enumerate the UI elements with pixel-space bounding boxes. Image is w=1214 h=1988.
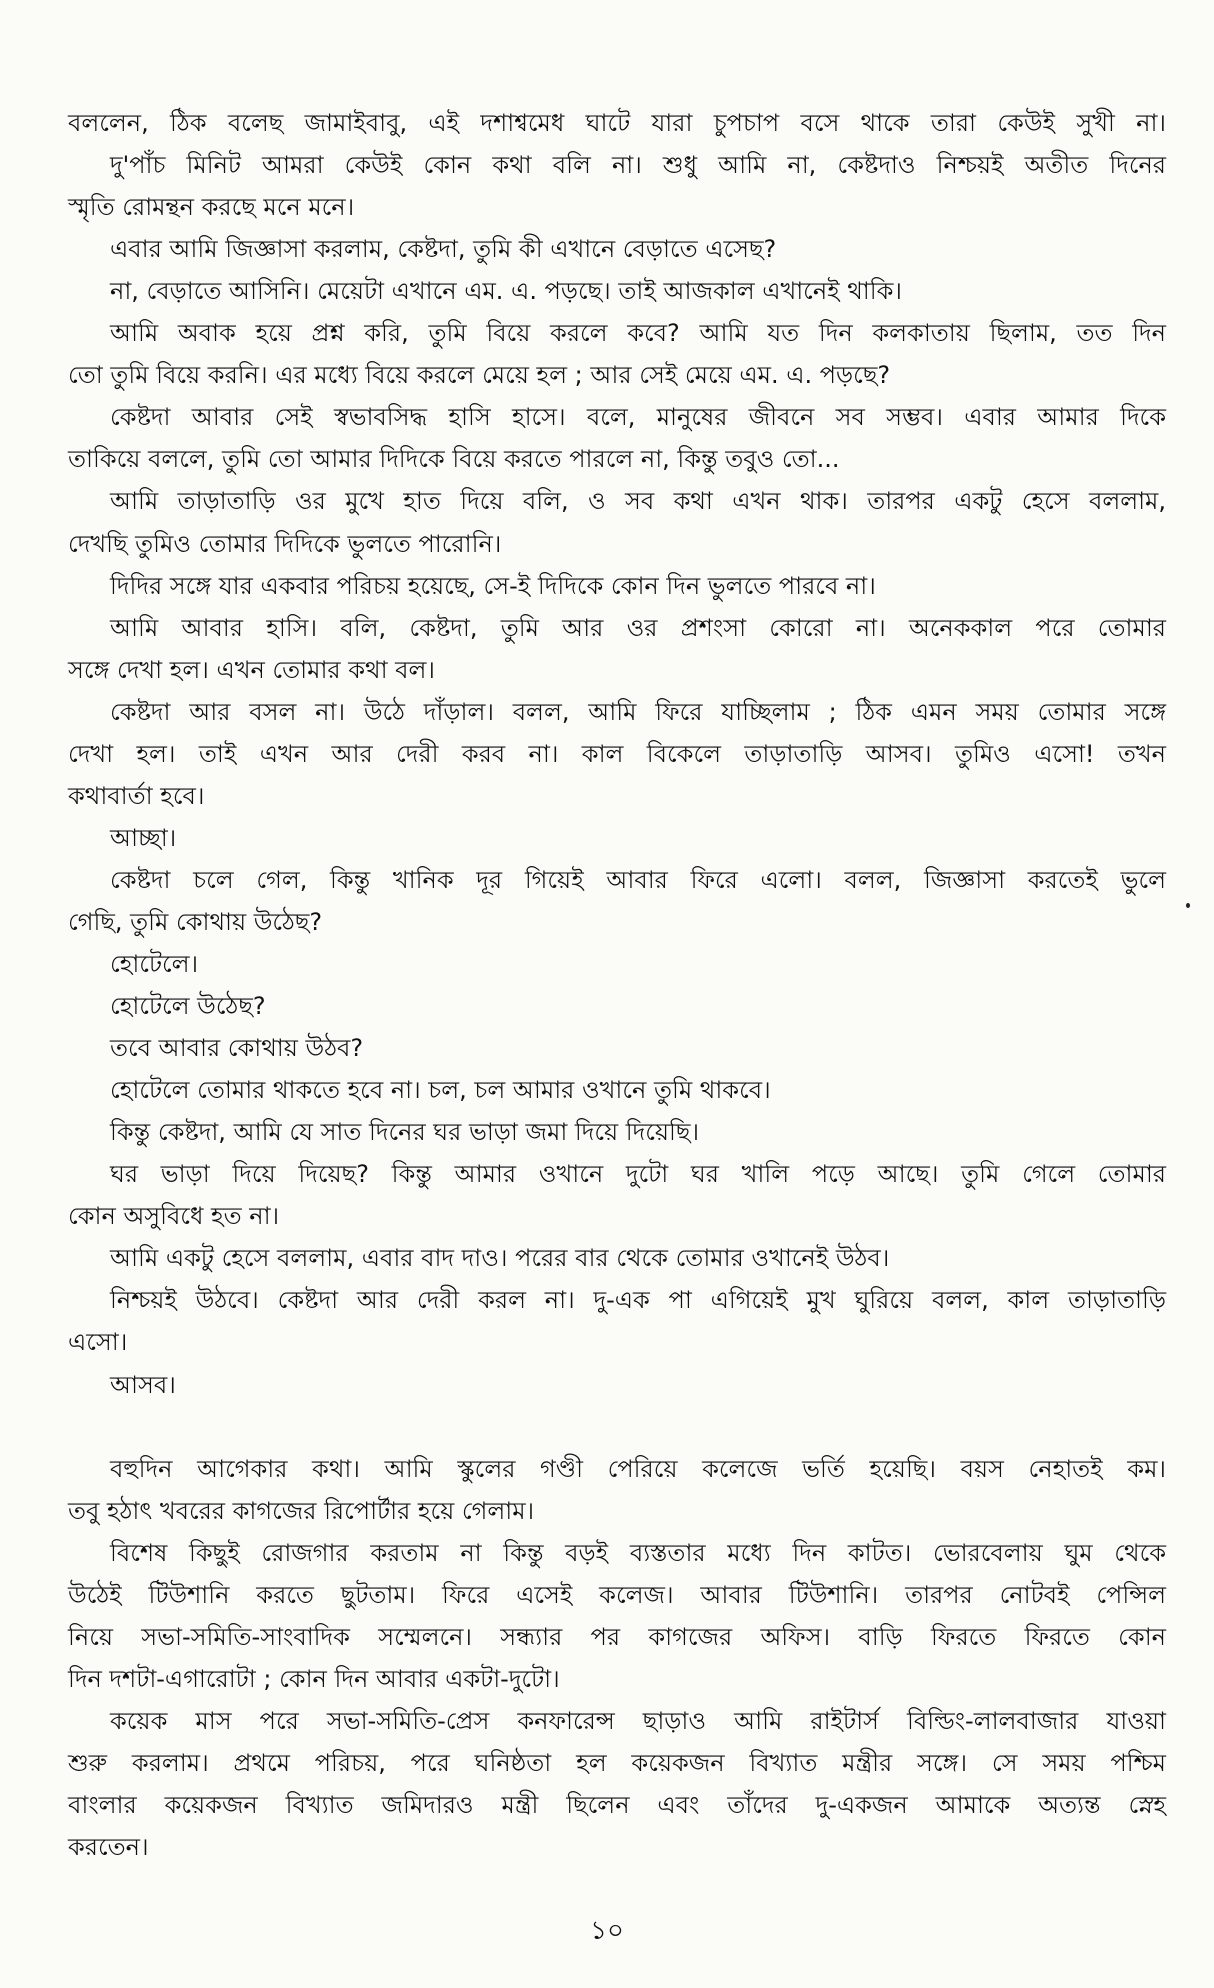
text-line: আমি অবাক হয়ে প্রশ্ন করি, তুমি বিয়ে করলে কবে? আমি যত দিন কলকাতায় ছিলাম, তত দিন [110, 319, 1166, 348]
text-line: কেষ্টদা চলে গেল, কিন্তু খানিক দূর গিয়েই আবার ফিরে এলো। বলল, জিজ্ঞাসা করতেই ভুলে [110, 865, 1166, 894]
text-line: তবে আবার কোথায় উঠব? [110, 1034, 364, 1063]
text-line: না, বেড়াতে আসিনি। মেয়েটা এখানে এম. এ. পড়ছে। তাই আজকাল এখানেই থাকি। [110, 277, 903, 306]
text-line: দিন দশটা-এগারোটা ; কোন দিন আবার একটা-দুটো। [68, 1664, 560, 1693]
text-line: কিন্তু কেষ্টদা, আমি যে সাত দিনের ঘর ভাড়া জমা দিয়ে দিয়েছি। [110, 1118, 700, 1147]
text-line: বাংলার কয়েকজন বিখ্যাত জমিদারও মন্ত্রী ছিলেন এবং তাঁদের দু-একজন আমাকে অত্যন্ত স্নেহ [68, 1791, 1166, 1819]
text-line: উঠেই টিউশানি করতে ছুটতাম। ফিরে এসেই কলেজ। আবার টিউশানি। তারপর নোটবই পেন্সিল [68, 1580, 1166, 1609]
text-line: কেষ্টদা আর বসল না। উঠে দাঁড়াল। বলল, আমি ফিরে যাচ্ছিলাম ; ঠিক এমন সময় তোমার সঙ্গে [110, 697, 1166, 726]
text-line: আমি তাড়াতাড়ি ওর মুখে হাত দিয়ে বলি, ও সব কথা এখন থাক। তারপর একটু হেসে বললাম, [110, 487, 1166, 516]
text-line: স্মৃতি রোমন্থন করছে মনে মনে। [68, 193, 355, 222]
text-line: করতেন। [68, 1833, 149, 1862]
text-line: হোটেলে। [110, 950, 199, 978]
text-line: তাকিয়ে বললে, তুমি তো আমার দিদিকে বিয়ে করতে পারলে না, কিন্তু তবুও তো... [68, 445, 840, 474]
text-line: এসো। [68, 1328, 128, 1357]
text-line: দেখছি তুমিও তোমার দিদিকে ভুলতে পারোনি। [68, 529, 502, 558]
text-line: শুরু করলাম। প্রথমে পরিচয়, পরে ঘনিষ্ঠতা হল কয়েকজন বিখ্যাত মন্ত্রীর সঙ্গে। সে সময় পশ্চিম [68, 1748, 1166, 1777]
ink-speck [1186, 903, 1190, 908]
text-line: কয়েক মাস পরে সভা-সমিতি-প্রেস কনফারেন্স ছাড়াও আমি রাইটার্স বিল্ডিং-লালবাজার যাওয়া [110, 1706, 1166, 1735]
page-number: ১০ [590, 1916, 624, 1946]
text-line: বহুদিন আগেকার কথা। আমি স্কুলের গণ্ডী পেরিয়ে কলেজে ভর্তি হয়েছি। বয়স নেহাতই কম। [110, 1454, 1166, 1483]
text-line: আসব। [110, 1370, 176, 1399]
text-line: নিশ্চয়ই উঠবে। কেষ্টদা আর দেরী করল না। দু-এক পা এগিয়েই মুখ ঘুরিয়ে বলল, কাল তাড়াতাড়ি [110, 1286, 1166, 1315]
text-line: গেছি, তুমি কোথায় উঠেছ? [68, 907, 323, 936]
text-line: আমি একটু হেসে বললাম, এবার বাদ দাও। পরের বার থেকে তোমার ওখানেই উঠব। [110, 1244, 890, 1273]
text-line: হোটেলে উঠেছ? [110, 992, 266, 1021]
text-line: আমি আবার হাসি। বলি, কেষ্টদা, তুমি আর ওর প্রশংসা কোরো না। অনেককাল পরে তোমার [110, 613, 1166, 642]
text-line: তবু হঠাৎ খবরের কাগজের রিপোর্টার হয়ে গেলাম। [68, 1496, 535, 1525]
text-line: এবার আমি জিজ্ঞাসা করলাম, কেষ্টদা, তুমি কী এখানে বেড়াতে এসেছ? [110, 235, 777, 264]
text-line: দু'পাঁচ মিনিট আমরা কেউই কোন কথা বলি না। শুধু আমি না, কেষ্টদাও নিশ্চয়ই অতীত দিনের [110, 151, 1166, 180]
text-line: দিদির সঙ্গে যার একবার পরিচয় হয়েছে, সে-ই দিদিকে কোন দিন ভুলতে পারবে না। [110, 571, 876, 600]
text-line: দেখা হল। তাই এখন আর দেরী করব না। কাল বিকেলে তাড়াতাড়ি আসব। তুমিও এসো! তখন [68, 739, 1166, 768]
text-line: কোন অসুবিধে হত না। [68, 1202, 280, 1231]
text-line: বিশেষ কিছুই রোজগার করতাম না কিন্তু বড়ই ব্যস্ততার মধ্যে দিন কাটত। ভোরবেলায় ঘুম থেকে [110, 1538, 1166, 1567]
text-line: ঘর ভাড়া দিয়ে দিয়েছ? কিন্তু আমার ওখানে দুটো ঘর খালি পড়ে আছে। তুমি গেলে তোমার [110, 1160, 1166, 1189]
text-line: কেষ্টদা আবার সেই স্বভাবসিদ্ধ হাসি হাসে। বলে, মানুষের জীবনে সব সম্ভব। এবার আমার দিকে [110, 403, 1166, 432]
text-line: বললেন, ঠিক বলেছ জামাইবাবু, এই দশাশ্বমেধ ঘাটে যারা চুপচাপ বসে থাকে তারা কেউই সুখী না। [68, 109, 1166, 137]
text-line: হোটেলে তোমার থাকতে হবে না। চল, চল আমার ওখানে তুমি থাকবে। [110, 1076, 771, 1105]
text-line: তো তুমি বিয়ে করনি। এর মধ্যে বিয়ে করলে মেয়ে হল ; আর সেই মেয়ে এম. এ. পড়ছে? [68, 361, 891, 390]
text-line: কথাবার্তা হবে। [68, 781, 205, 810]
text-line: সঙ্গে দেখা হল। এখন তোমার কথা বল। [68, 655, 435, 684]
text-line: আচ্ছা। [110, 823, 177, 852]
text-line: নিয়ে সভা-সমিতি-সাংবাদিক সম্মেলনে। সন্ধ্যার পর কাগজের অফিস। বাড়ি ফিরতে ফিরতে কোন [68, 1622, 1166, 1651]
